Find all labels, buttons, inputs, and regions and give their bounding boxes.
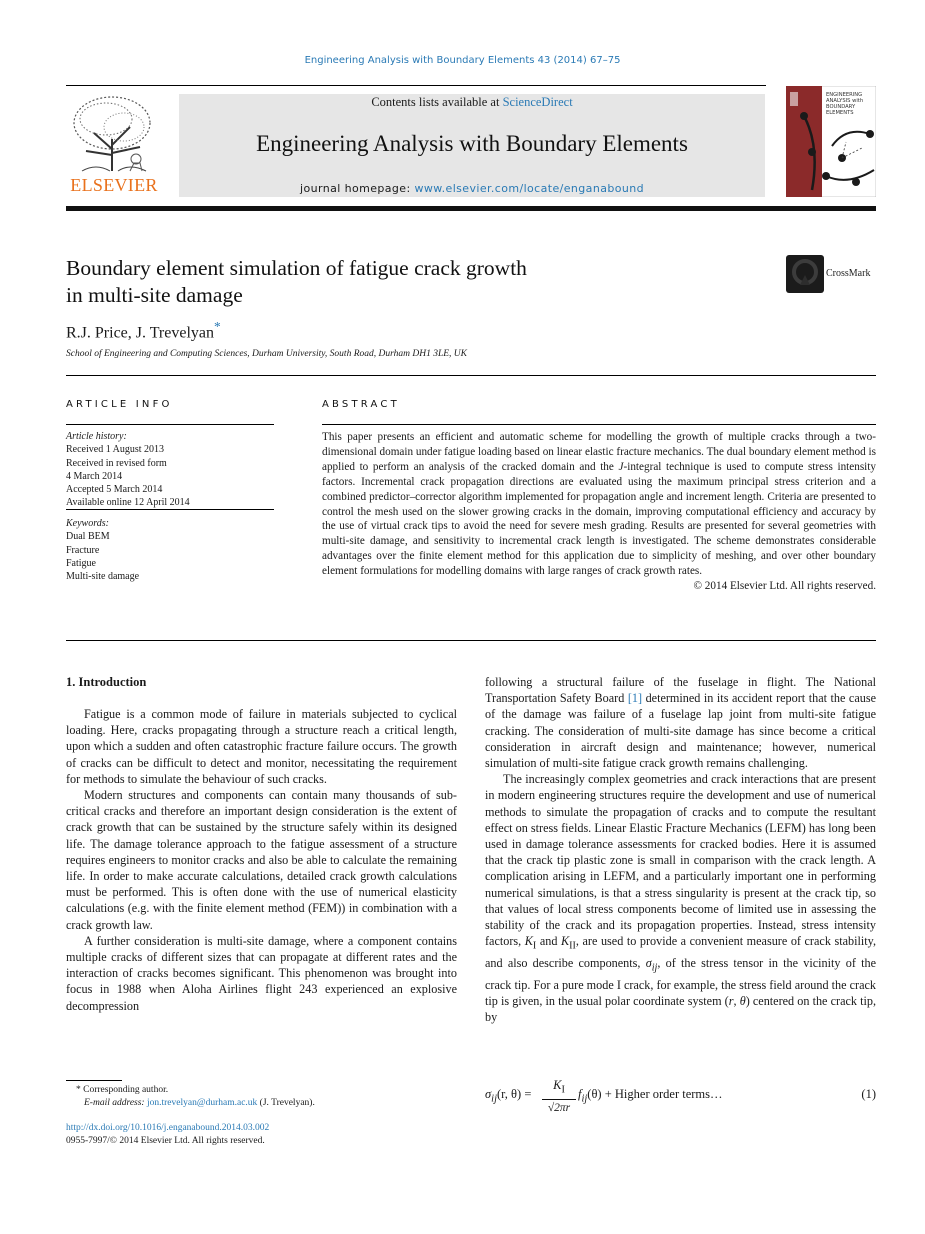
contents-line bbox=[179, 95, 765, 110]
info-rule-top bbox=[66, 424, 274, 425]
abstract-rule bbox=[322, 424, 876, 425]
history-revised-date: 4 March 2014 bbox=[66, 470, 123, 482]
keyword: Fatigue bbox=[66, 557, 96, 569]
issn-line: 0955-7997/© 2014 Elsevier Ltd. All rights reserved. bbox=[66, 1135, 265, 1146]
history-received: Received 1 August 2013 bbox=[66, 444, 165, 456]
info-rule-mid bbox=[66, 509, 274, 510]
crossmark-label: CrossMark bbox=[826, 268, 871, 279]
keyword: Dual BEM bbox=[66, 531, 110, 543]
doi-link[interactable]: http://dx.doi.org/10.1016/j.enganabound.2014.03.002 bbox=[66, 1123, 270, 1133]
paragraph: following a structural failure of the fuselage in flight. The National Transportation Safety Board [1] determined in its accident report that the cause of the damage was failure of a fuselage lap joint from multi-site fatigue cracking. The consideration of multi-site damage has since become a critical consideration in aircraft design and maintenance; however, numerical simulation of multi-site fatigue crack growth remains challenging. bbox=[485, 675, 876, 771]
keyword: Fracture bbox=[66, 544, 100, 556]
keywords bbox=[66, 517, 274, 583]
paragraph: Fatigue is a common mode of failure in materials subjected to cyclical loading. Here, cracks propagating through a structure reach a critical length, upon which a sudden and often catastrophic fracture failure occurs. The growth of cracks can be difficult to detect and monitor, necessitating the requirement for methods to simulate the behaviour of such cracks. bbox=[66, 707, 457, 786]
corresponding-author-note: * Corresponding author. bbox=[76, 1085, 169, 1095]
journal-cover-thumbnail[interactable] bbox=[786, 86, 876, 197]
history-accepted: Accepted 5 March 2014 bbox=[66, 484, 163, 496]
publication-info bbox=[66, 1122, 466, 1147]
section-heading-introduction: 1. Introduction bbox=[66, 675, 147, 689]
crossmark-icon bbox=[786, 255, 824, 293]
left-column bbox=[66, 706, 457, 1014]
keyword: Multi-site damage bbox=[66, 571, 140, 583]
sciencedirect-link[interactable]: ScienceDirect bbox=[502, 95, 573, 109]
equation-fraction: $K_I$ √2πr bbox=[542, 1077, 576, 1116]
corresponding-author-mark[interactable]: * bbox=[214, 319, 221, 334]
equation-number: (1) bbox=[861, 1087, 876, 1101]
right-column bbox=[485, 674, 876, 1025]
equation-1 bbox=[485, 1077, 876, 1117]
equation-rhs: $f_{ij}(\theta)$ + Higher order terms… bbox=[578, 1087, 723, 1105]
abstract-bottom-rule bbox=[66, 640, 876, 641]
history-online: Available online 12 April 2014 bbox=[66, 497, 190, 509]
elsevier-logo[interactable] bbox=[66, 93, 162, 197]
elsevier-wordmark: ELSEVIER bbox=[70, 175, 158, 195]
crossmark-badge[interactable] bbox=[786, 255, 878, 293]
authors: R.J. Price, J. Trevelyan bbox=[66, 324, 214, 342]
author-list bbox=[66, 319, 221, 342]
keywords-label: Keywords: bbox=[66, 518, 109, 529]
journal-homepage-line bbox=[179, 182, 765, 195]
title-rule bbox=[66, 375, 876, 376]
affiliation: School of Engineering and Computing Sciences, Durham University, South Road, Durham DH1 3LE, UK bbox=[66, 349, 467, 359]
paragraph: A further consideration is multi-site damage, where a component contains multiple cracks of different sizes that can propagate at different rates and the interaction of cracks becomes significant. This phenomenon was brought into focus in 1988 when Aloha Airlines flight 243 experienced an explosive decompression bbox=[66, 933, 457, 1013]
history-revised-label: Received in revised form bbox=[66, 457, 167, 469]
cover-title: ENGINEERING ANALYSIS with BOUNDARY ELEMENTS bbox=[826, 92, 864, 116]
footnote-block bbox=[66, 1084, 466, 1109]
contents-prefix: Contents lists available at bbox=[371, 95, 503, 109]
history-label: Article history: bbox=[66, 431, 127, 442]
article-history bbox=[66, 430, 274, 510]
homepage-prefix: journal homepage: bbox=[300, 182, 415, 195]
abstract-text: This paper presents an efficient and automatic scheme for modelling the growth of multiple cracks through a two-dimensional domain under fatigue loading based on linear elastic fracture mechanics. The dual boundary element method is applied to perform an analysis of the cracked domain and the J-integral technique is used to compute stress intensity factors. Incremental crack propagation directions are evaluated using the maximum principal stress criterion and a combined predictor–corrector algorithm implemented for propagation angle and increment length. Criteria are presented to control the mesh used on the slower growing cracks in the domain, improving computational efficiency and accuracy by the use of virtual crack tips to avoid the need for severe mesh grading. Results are presented for several geometries with multi-site damage, and sensitivity to incremental crack length is investigated. The scheme demonstrates considerable advantages over the finite element method for this application due to simplicity of meshing, and over other boundary element formulations for modelling domains with large ranges of crack growth rates. bbox=[322, 431, 876, 578]
abstract-body bbox=[322, 430, 876, 594]
email-note: E-mail address: jon.trevelyan@durham.ac.uk (J. Trevelyan). bbox=[84, 1097, 315, 1108]
footnote-rule bbox=[66, 1080, 122, 1081]
title-line-1: Boundary element simulation of fatigue crack growth bbox=[66, 256, 527, 280]
article-info-heading: ARTICLE INFO bbox=[66, 399, 173, 410]
abstract-copyright: © 2014 Elsevier Ltd. All rights reserved. bbox=[693, 580, 876, 593]
paragraph: Modern structures and components can contain many thousands of sub-critical cracks and therefore an important design consideration is the extent of crack growth that can be sustained by the structure safely within its designed life. The damage tolerance approach to the fatigue assessment of a structure requires engineers to monitor cracks and also be able to calculate the remaining life. In order to make accurate calculations, detailed crack growth calculations must be performed. This is often done with the use of numerical elasticity calculations (e.g. with the finite element method (FEM)) in combination with a crack growth law. bbox=[66, 788, 457, 932]
title-line-2: in multi-site damage bbox=[66, 283, 243, 307]
journal-title: Engineering Analysis with Boundary Elements bbox=[256, 131, 688, 156]
article-title bbox=[66, 255, 646, 309]
homepage-link[interactable]: www.elsevier.com/locate/enganabound bbox=[414, 182, 644, 195]
header-rule bbox=[66, 85, 766, 86]
journal-citation[interactable]: Engineering Analysis with Boundary Elements 43 (2014) 67–75 bbox=[304, 55, 621, 66]
author-email-link[interactable]: jon.trevelyan@durham.ac.uk bbox=[146, 1097, 258, 1108]
abstract-heading: ABSTRACT bbox=[322, 399, 400, 410]
equation-lhs: $\sigma_{ij}(r$, θ) = bbox=[485, 1087, 532, 1105]
header-thick-rule bbox=[66, 206, 876, 211]
paragraph: The increasingly complex geometries and crack interactions that are present in modern engineering structures require the development and use of numerical methods to simulate the propagation of cracks and to compute the resultant effect on stress fields. Linear Elastic Fracture Mechanics (LEFM) has long been used in damage tolerance assessments for cracked bodies. Here it is assumed that the crack tip plastic zone is small in comparison with the crack length. A complication arising in LEFM, and a particularly important one in performing numerical simulations, is that a stress singularity is present at the crack tip, so that values of local stress components become of limited use in assessing the stability of the crack and its propagation properties. Instead, stress intensity factors, $K_I$ and $K_{II}$, are used to provide a convenient measure of crack stability, and also describe components, $\sigma_{ij}$, of the stress tensor in the vicinity of the crack tip. For a pure mode I crack, for example, the stress field around the crack tip is given, in the usual polar coordinate system (r, θ) centered on the crack tip, by bbox=[485, 772, 877, 1024]
reference-link[interactable]: [1] bbox=[627, 691, 643, 706]
